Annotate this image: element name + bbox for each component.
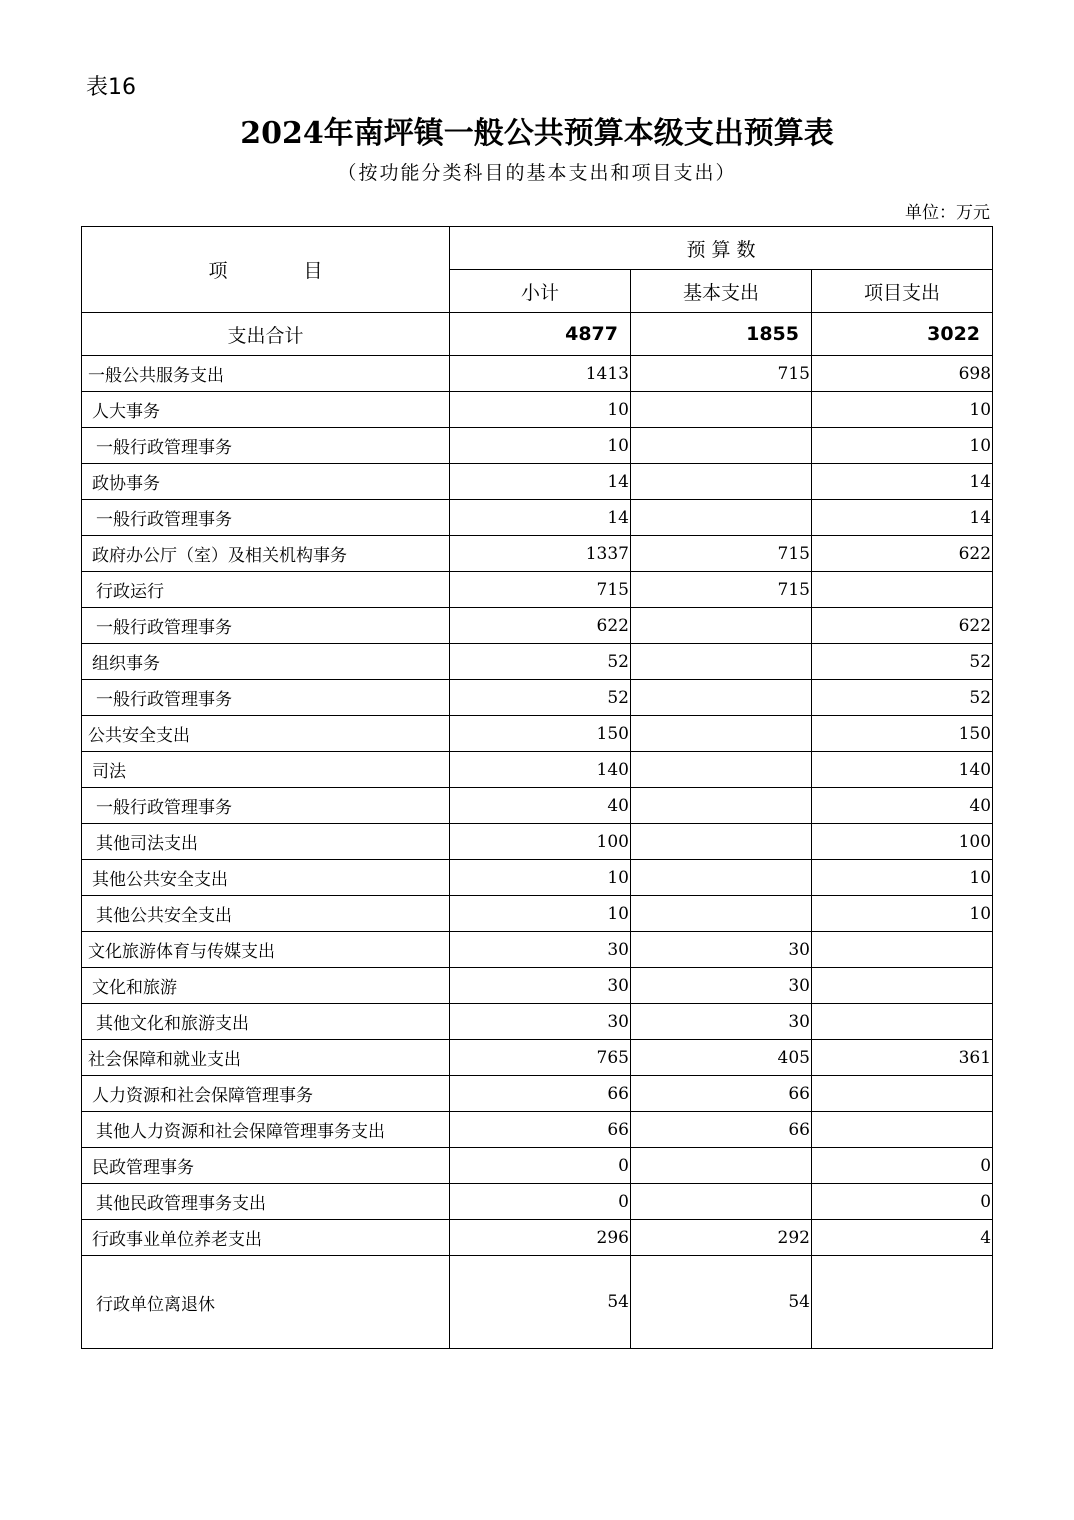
row-name: 其他民政管理事务支出 [82, 1184, 450, 1220]
row-basic: 66 [631, 1076, 812, 1112]
table-row [82, 644, 993, 680]
row-project: 10 [812, 896, 993, 932]
row-project: 622 [812, 536, 993, 572]
row-basic: 292 [631, 1220, 812, 1256]
table-row [82, 896, 993, 932]
row-subtotal: 54 [450, 1256, 631, 1349]
row-name: 一般行政管理事务 [82, 608, 450, 644]
budget-table [81, 226, 993, 1349]
row-project: 52 [812, 680, 993, 716]
row-project: 140 [812, 752, 993, 788]
row-project [812, 968, 993, 1004]
row-subtotal: 30 [450, 1004, 631, 1040]
row-basic: 30 [631, 932, 812, 968]
row-project: 0 [812, 1148, 993, 1184]
row-project: 14 [812, 500, 993, 536]
row-subtotal: 66 [450, 1112, 631, 1148]
table-row [82, 1256, 993, 1349]
row-subtotal: 40 [450, 788, 631, 824]
row-name: 文化和旅游 [82, 968, 450, 1004]
row-basic [631, 644, 812, 680]
row-name: 一般行政管理事务 [82, 500, 450, 536]
row-subtotal: 140 [450, 752, 631, 788]
row-name: 人力资源和社会保障管理事务 [82, 1076, 450, 1112]
table-row [82, 1040, 993, 1076]
row-project: 622 [812, 608, 993, 644]
row-subtotal: 66 [450, 1076, 631, 1112]
row-basic [631, 824, 812, 860]
row-name: 公共安全支出 [82, 716, 450, 752]
row-basic: 54 [631, 1256, 812, 1349]
row-basic [631, 788, 812, 824]
row-basic [631, 680, 812, 716]
row-basic: 405 [631, 1040, 812, 1076]
row-basic: 715 [631, 572, 812, 608]
row-project: 361 [812, 1040, 993, 1076]
row-project [812, 572, 993, 608]
row-basic [631, 464, 812, 500]
row-project: 150 [812, 716, 993, 752]
row-name: 其他公共安全支出 [82, 860, 450, 896]
row-subtotal: 14 [450, 464, 631, 500]
row-subtotal: 30 [450, 932, 631, 968]
row-name: 其他公共安全支出 [82, 896, 450, 932]
table-number: 表16 [86, 75, 136, 100]
row-project [812, 932, 993, 968]
row-name: 其他人力资源和社会保障管理事务支出 [82, 1112, 450, 1148]
table-row [82, 860, 993, 896]
row-name: 文化旅游体育与传媒支出 [82, 932, 450, 968]
total-label: 支出合计 [82, 313, 450, 356]
row-name: 行政运行 [82, 572, 450, 608]
row-project: 10 [812, 428, 993, 464]
total-row [82, 313, 993, 356]
table-row [82, 608, 993, 644]
row-name: 人大事务 [82, 392, 450, 428]
row-subtotal: 296 [450, 1220, 631, 1256]
row-basic: 715 [631, 536, 812, 572]
row-project [812, 1256, 993, 1349]
row-name: 政府办公厅（室）及相关机构事务 [82, 536, 450, 572]
table-row [82, 1148, 993, 1184]
row-name: 行政事业单位养老支出 [82, 1220, 450, 1256]
row-name: 一般公共服务支出 [82, 356, 450, 392]
page-title: 2024年南坪镇一般公共预算本级支出预算表 [240, 116, 834, 151]
row-name: 一般行政管理事务 [82, 680, 450, 716]
row-subtotal: 30 [450, 968, 631, 1004]
row-subtotal: 1413 [450, 356, 631, 392]
row-project: 52 [812, 644, 993, 680]
table-row [82, 680, 993, 716]
table-row [82, 1184, 993, 1220]
row-basic: 30 [631, 1004, 812, 1040]
row-name: 司法 [82, 752, 450, 788]
table-row [82, 932, 993, 968]
row-project: 100 [812, 824, 993, 860]
row-basic [631, 1184, 812, 1220]
header-project: 项目支出 [812, 270, 993, 313]
table-row [82, 1112, 993, 1148]
table-row [82, 572, 993, 608]
table-row [82, 464, 993, 500]
row-project: 14 [812, 464, 993, 500]
total-subtotal: 4877 [450, 313, 631, 356]
row-name: 行政单位离退休 [82, 1256, 450, 1349]
row-project: 4 [812, 1220, 993, 1256]
row-basic [631, 428, 812, 464]
row-project: 10 [812, 392, 993, 428]
row-project [812, 1112, 993, 1148]
row-name: 政协事务 [82, 464, 450, 500]
row-name: 组织事务 [82, 644, 450, 680]
row-basic [631, 896, 812, 932]
table-row [82, 752, 993, 788]
row-subtotal: 0 [450, 1148, 631, 1184]
row-name: 其他司法支出 [82, 824, 450, 860]
row-subtotal: 622 [450, 608, 631, 644]
row-subtotal: 765 [450, 1040, 631, 1076]
page-subtitle: （按功能分类科目的基本支出和项目支出） [337, 162, 737, 184]
row-subtotal: 150 [450, 716, 631, 752]
header-item: 项 目 [82, 227, 450, 313]
table-row [82, 1220, 993, 1256]
table-row [82, 428, 993, 464]
table-row [82, 1076, 993, 1112]
row-basic: 715 [631, 356, 812, 392]
header-basic: 基本支出 [631, 270, 812, 313]
row-basic [631, 716, 812, 752]
row-basic: 66 [631, 1112, 812, 1148]
row-project: 10 [812, 860, 993, 896]
row-name: 一般行政管理事务 [82, 428, 450, 464]
row-subtotal: 10 [450, 860, 631, 896]
row-basic [631, 608, 812, 644]
row-subtotal: 52 [450, 644, 631, 680]
total-project: 3022 [812, 313, 993, 356]
row-basic: 30 [631, 968, 812, 1004]
row-basic [631, 392, 812, 428]
row-name: 民政管理事务 [82, 1148, 450, 1184]
row-subtotal: 10 [450, 896, 631, 932]
table-row [82, 824, 993, 860]
row-project: 40 [812, 788, 993, 824]
row-basic [631, 1148, 812, 1184]
row-name: 一般行政管理事务 [82, 788, 450, 824]
table-row [82, 968, 993, 1004]
header-subtotal: 小计 [450, 270, 631, 313]
table-row [82, 536, 993, 572]
row-subtotal: 715 [450, 572, 631, 608]
row-subtotal: 52 [450, 680, 631, 716]
table-row [82, 788, 993, 824]
table-row [82, 356, 993, 392]
row-name: 社会保障和就业支出 [82, 1040, 450, 1076]
row-subtotal: 0 [450, 1184, 631, 1220]
row-basic [631, 860, 812, 896]
row-basic [631, 500, 812, 536]
row-project [812, 1004, 993, 1040]
row-project [812, 1076, 993, 1112]
table-row [82, 716, 993, 752]
table-row [82, 392, 993, 428]
row-project: 698 [812, 356, 993, 392]
table-row [82, 1004, 993, 1040]
row-subtotal: 10 [450, 392, 631, 428]
row-project: 0 [812, 1184, 993, 1220]
unit-label: 单位：万元 [905, 203, 990, 223]
row-subtotal: 100 [450, 824, 631, 860]
row-subtotal: 10 [450, 428, 631, 464]
header-budget-group: 预 算 数 [450, 227, 993, 270]
row-basic [631, 752, 812, 788]
row-name: 其他文化和旅游支出 [82, 1004, 450, 1040]
row-subtotal: 14 [450, 500, 631, 536]
total-basic: 1855 [631, 313, 812, 356]
table-row [82, 500, 993, 536]
row-subtotal: 1337 [450, 536, 631, 572]
